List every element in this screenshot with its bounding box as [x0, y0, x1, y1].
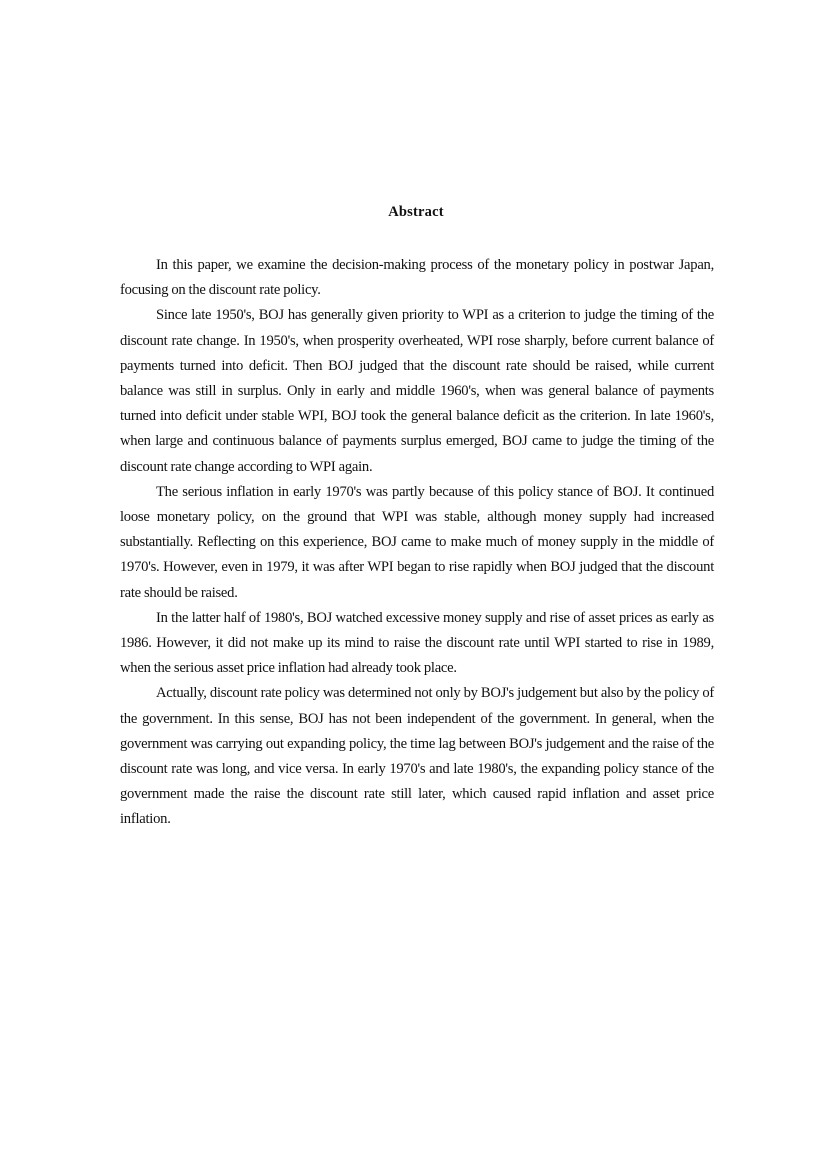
abstract-paragraph-5: Actually, discount rate policy was determined not only by BOJ's judgement but also by the policy of the government. In this sense, BOJ has not been independent of the government. In general, when the government was carrying out expanding policy, the time lag between BOJ's judgement and the raise of the discount rate was long, and vice versa. In early 1970's and late 1980's, the expanding policy stance of the government made the raise the discount rate still later, which caused rapid inflation and asset price inflation. [120, 685, 714, 828]
abstract-paragraph-3: The serious inflation in early 1970's was partly because of this policy stance of BOJ. It continued loose monetary policy, on the ground that WPI was stable, although money supply had increased substantially. Reflecting on this experience, BOJ came to make much of money supply in the middle of 1970's. However, even in 1979, it was after WPI began to rise rapidly when BOJ judged that the discount rate should be raised. [120, 483, 714, 601]
abstract-paragraph-1: In this paper, we examine the decision-making process of the monetary policy in postwar Japan, focusing on the discount rate policy. [120, 257, 714, 299]
abstract-paragraph-2: Since late 1950's, BOJ has generally given priority to WPI as a criterion to judge the timing of the discount rate change. In 1950's, when prosperity overheated, WPI rose sharply, before current balance of payments turned into deficit. Then BOJ judged that the discount rate should be raised, while current balance was still in surplus. Only in early and middle 1960's, when was general balance of payments turned into deficit under stable WPI, BOJ took the general balance deficit as the criterion. In late 1960's, when large and continuous balance of payments surplus emerged, BOJ came to judge the timing of the discount rate change according to WPI again. [120, 307, 714, 475]
abstract-heading: Abstract [388, 204, 444, 220]
abstract-body [120, 253, 714, 833]
abstract-paragraph-4: In the latter half of 1980's, BOJ watched excessive money supply and rise of asset prices as early as 1986. However, it did not make up its mind to raise the discount rate until WPI started to rise in 1989, when the serious asset price inflation had already took place. [120, 609, 714, 677]
